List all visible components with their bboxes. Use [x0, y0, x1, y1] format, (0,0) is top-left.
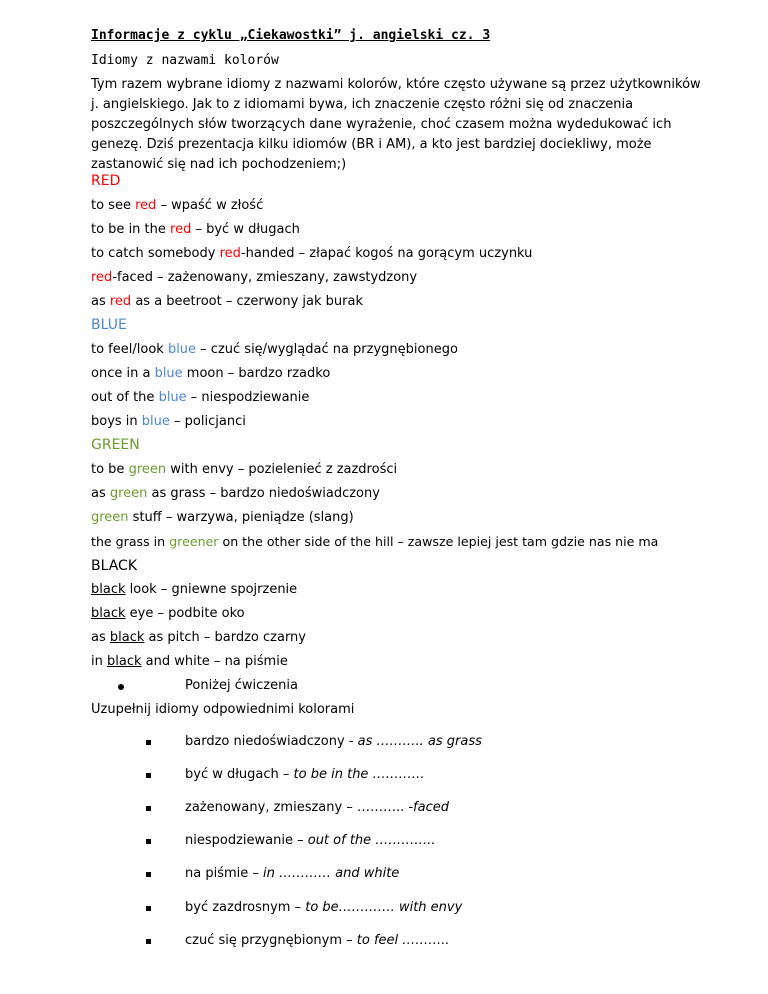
- red-heading: RED: [91, 173, 121, 189]
- exercise-item: zażenowany, zmieszany – ……….. -faced: [185, 800, 449, 815]
- green-idiom-3: green stuff – warzywa, pieniądze (slang): [91, 510, 354, 525]
- document-title: Informacje z cyklu „Ciekawostki” j. angielski cz. 3: [91, 28, 491, 43]
- blue-idiom-1: to feel/look blue – czuć się/wyglądać na przygnębionego: [91, 342, 458, 357]
- square-bullet-icon: [146, 806, 151, 811]
- red-idiom-3: to catch somebody red-handed – złapać kogoś na gorącym uczynku: [91, 246, 533, 261]
- exercise-item: niespodziewanie – out of the …………..: [185, 833, 436, 848]
- green-heading: GREEN: [91, 437, 140, 453]
- intro-paragraph: Tym razem wybrane idiomy z nazwami kolorów, które często używane są przez użytkowników j. angielskiego. Jak to z idiomami bywa, ich znaczenie często różni się od znaczenia poszczególnych słów tworzących dane wyrażenie, choć czasem można wydedukować ich genezę. Dziś prezentacja kilku idiomów (BR i AM), a kto jest bardziej dociekliwy, może zastanowić się nad ich pochodzeniem;): [91, 77, 701, 172]
- bullet-dot-icon: [118, 684, 124, 690]
- green-idiom-4: the grass in greener on the other side of the hill – zawsze lepiej jest tam gdzie nas nie ma: [91, 534, 659, 549]
- exercise-item: być w długach – to be in the …………: [185, 767, 425, 782]
- square-bullet-icon: [146, 939, 151, 944]
- black-heading: BLACK: [91, 558, 138, 574]
- blue-idiom-4: boys in blue – policjanci: [91, 414, 246, 429]
- exercise-item: czuć się przygnębionym – to feel ………..: [185, 933, 450, 948]
- green-idiom-1: to be green with envy – pozielenieć z zazdrości: [91, 462, 398, 477]
- black-idiom-2: black eye – podbite oko: [91, 606, 245, 621]
- red-idiom-2: to be in the red – być w długach: [91, 222, 300, 237]
- document-subtitle: Idiomy z nazwami kolorów: [91, 53, 279, 68]
- square-bullet-icon: [146, 839, 151, 844]
- black-idiom-3: as black as pitch – bardzo czarny: [91, 630, 306, 645]
- black-idiom-1: black look – gniewne spojrzenie: [91, 582, 298, 597]
- blue-idiom-2: once in a blue moon – bardzo rzadko: [91, 366, 331, 381]
- black-idiom-4: in black and white – na piśmie: [91, 654, 288, 669]
- exercises-bullet-text: Poniżej ćwiczenia: [185, 678, 298, 693]
- red-idiom-5: as red as a beetroot – czerwony jak burak: [91, 294, 363, 309]
- exercise-item: być zazdrosnym – to be…………. with envy: [185, 900, 463, 915]
- square-bullet-icon: [146, 872, 151, 877]
- green-idiom-2: as green as grass – bardzo niedoświadczony: [91, 486, 380, 501]
- exercises-instruction: Uzupełnij idiomy odpowiednimi kolorami: [91, 702, 355, 717]
- square-bullet-icon: [146, 740, 151, 745]
- square-bullet-icon: [146, 906, 151, 911]
- red-idiom-1: to see red – wpaść w złość: [91, 198, 264, 213]
- blue-idiom-3: out of the blue – niespodziewanie: [91, 390, 310, 405]
- exercise-item: na piśmie – in ………… and white: [185, 866, 400, 881]
- exercise-item: bardzo niedoświadczony - as ……….. as grass: [185, 734, 482, 749]
- square-bullet-icon: [146, 773, 151, 778]
- blue-heading: BLUE: [91, 317, 127, 333]
- red-idiom-4: red-faced – zażenowany, zmieszany, zawstydzony: [91, 270, 418, 285]
